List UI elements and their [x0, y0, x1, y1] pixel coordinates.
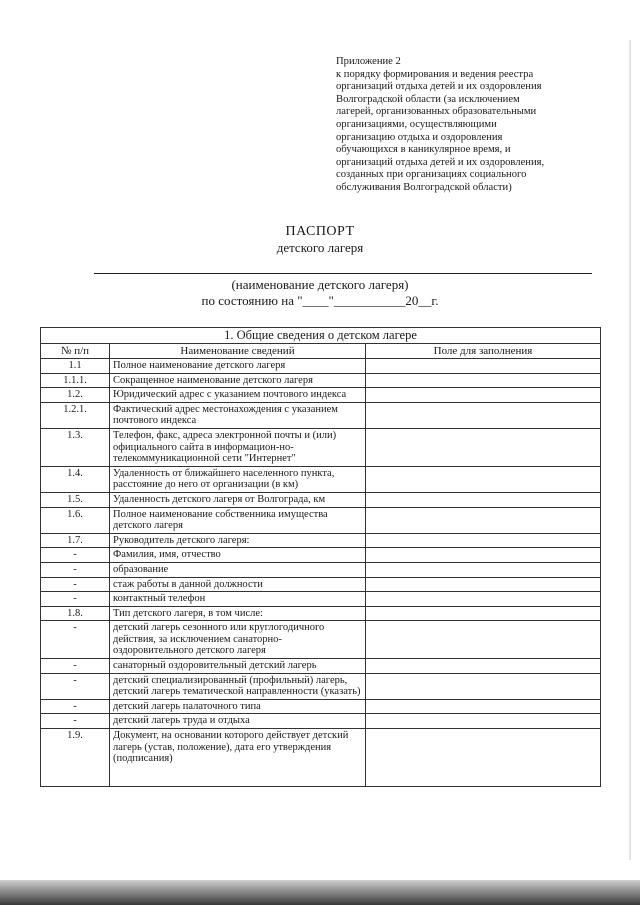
row-number: 1.2.1. — [41, 402, 110, 428]
fill-cell[interactable] — [366, 548, 601, 563]
table-row — [41, 359, 601, 374]
appendix-line: организацию отдыха и оздоровления — [336, 131, 503, 143]
table-row — [41, 659, 601, 674]
fill-cell[interactable] — [366, 729, 601, 787]
table-row — [41, 533, 601, 548]
document-subtitle: детского лагеря — [276, 240, 364, 255]
row-number: 1.1.1. — [41, 373, 110, 388]
row-number: - — [41, 562, 110, 577]
row-number: - — [41, 699, 110, 714]
row-number: 1.9. — [41, 729, 110, 787]
table-row — [41, 714, 601, 729]
header-cell-name: Наименование сведений — [110, 344, 366, 359]
appendix-note — [336, 56, 592, 195]
table-row — [41, 592, 601, 607]
appendix-line: созданных при организациях социального — [336, 169, 527, 181]
row-label: образование — [110, 562, 366, 577]
table-row — [41, 606, 601, 621]
appendix-line: организаций отдыха детей и их оздоровления, — [336, 156, 545, 168]
row-number: - — [41, 577, 110, 592]
table-row — [41, 729, 601, 787]
appendix-line: обслуживания Волгоградской области) — [336, 181, 512, 193]
header-cell-field: Поле для заполнения — [366, 344, 601, 359]
row-number: 1.5. — [41, 492, 110, 507]
row-label: Документ, на основании которого действует детский лагерь (устав, положение), дата его утверждения (подписания) — [110, 729, 366, 787]
document-title: ПАСПОРТ — [285, 224, 355, 239]
row-label: Удаленность от ближайшего населенного пункта, расстояние до него от организации (в км) — [110, 466, 366, 492]
fill-cell[interactable] — [366, 402, 601, 428]
row-label: детский специализированный (профильный) лагерь, детский лагерь тематической направленности (указать) — [110, 673, 366, 699]
header-cell-number: № п/п — [41, 344, 110, 359]
row-label: стаж работы в данной должности — [110, 577, 366, 592]
fill-cell[interactable] — [366, 507, 601, 533]
row-label: Сокращенное наименование детского лагеря — [110, 373, 366, 388]
row-label: санаторный оздоровительный детский лагерь — [110, 659, 366, 674]
table-row — [41, 621, 601, 659]
date-line: по состоянию на "____"___________20__г. — [201, 293, 439, 308]
row-number: - — [41, 548, 110, 563]
row-label: Тип детского лагеря, в том числе: — [110, 606, 366, 621]
row-label: детский лагерь палаточного типа — [110, 699, 366, 714]
section-title: 1. Общие сведения о детском лагере — [41, 328, 601, 344]
row-number: 1.2. — [41, 388, 110, 403]
row-label: Юридический адрес с указанием почтового индекса — [110, 388, 366, 403]
appendix-line: организациями, осуществляющими — [336, 118, 497, 130]
row-number: 1.6. — [41, 507, 110, 533]
fill-cell[interactable] — [366, 621, 601, 659]
fill-cell[interactable] — [366, 699, 601, 714]
table-row — [41, 577, 601, 592]
fill-cell[interactable] — [366, 492, 601, 507]
table-row — [41, 673, 601, 699]
row-label: детский лагерь труда и отдыха — [110, 714, 366, 729]
fill-cell[interactable] — [366, 388, 601, 403]
row-label: детский лагерь сезонного или круглогодичного действия, за исключением санаторно-оздоровительного детского лагеря — [110, 621, 366, 659]
row-number: 1.7. — [41, 533, 110, 548]
fill-cell[interactable] — [366, 466, 601, 492]
table-row — [41, 388, 601, 403]
row-number: 1.1 — [41, 359, 110, 374]
fill-cell[interactable] — [366, 606, 601, 621]
appendix-line: обучающихся в каникулярное время, и — [336, 144, 511, 156]
fill-cell[interactable] — [366, 533, 601, 548]
passport-table — [40, 327, 601, 787]
row-label: Фактический адрес местонахождения с указанием почтового индекса — [110, 402, 366, 428]
row-label: Удаленность детского лагеря от Волгограда, км — [110, 492, 366, 507]
row-label: Полное наименование детского лагеря — [110, 359, 366, 374]
row-number: 1.3. — [41, 428, 110, 466]
table-row — [41, 373, 601, 388]
row-label: Полное наименование собственника имущества детского лагеря — [110, 507, 366, 533]
fill-cell[interactable] — [366, 428, 601, 466]
fill-cell[interactable] — [366, 592, 601, 607]
fill-cell[interactable] — [366, 359, 601, 374]
row-label: контактный телефон — [110, 592, 366, 607]
appendix-line: Волгоградской области (за исключением — [336, 93, 520, 105]
scan-bottom-edge — [0, 880, 640, 905]
appendix-line: к порядку формирования и ведения реестра — [336, 68, 534, 80]
table-row — [41, 699, 601, 714]
appendix-line: лагерей, организованных образовательными — [336, 106, 537, 118]
table-row — [41, 562, 601, 577]
row-label: Телефон, факс, адреса электронной почты и (или) официального сайта в информацион-но-телекоммуникационной сети "Интернет" — [110, 428, 366, 466]
row-number: - — [41, 659, 110, 674]
table-row — [41, 548, 601, 563]
table-row — [41, 428, 601, 466]
fill-cell[interactable] — [366, 673, 601, 699]
row-label: Фамилия, имя, отчество — [110, 548, 366, 563]
table-row — [41, 492, 601, 507]
fill-cell[interactable] — [366, 577, 601, 592]
row-number: - — [41, 714, 110, 729]
table-row — [41, 507, 601, 533]
row-number: 1.8. — [41, 606, 110, 621]
fill-cell[interactable] — [366, 714, 601, 729]
row-number: - — [41, 592, 110, 607]
appendix-line: Приложение 2 — [336, 56, 401, 67]
fill-cell[interactable] — [366, 659, 601, 674]
row-number: - — [41, 673, 110, 699]
fill-cell[interactable] — [366, 373, 601, 388]
row-label: Руководитель детского лагеря: — [110, 533, 366, 548]
row-number: 1.4. — [41, 466, 110, 492]
fill-cell[interactable] — [366, 562, 601, 577]
table-row — [41, 402, 601, 428]
header-row — [41, 344, 601, 359]
row-number: - — [41, 621, 110, 659]
section-row — [41, 328, 601, 344]
appendix-line: организаций отдыха детей и их оздоровления — [336, 81, 542, 93]
name-underline — [94, 273, 592, 274]
table-row — [41, 466, 601, 492]
scan-edge-shadow — [628, 40, 631, 860]
name-caption: (наименование детского лагеря) — [231, 277, 409, 292]
